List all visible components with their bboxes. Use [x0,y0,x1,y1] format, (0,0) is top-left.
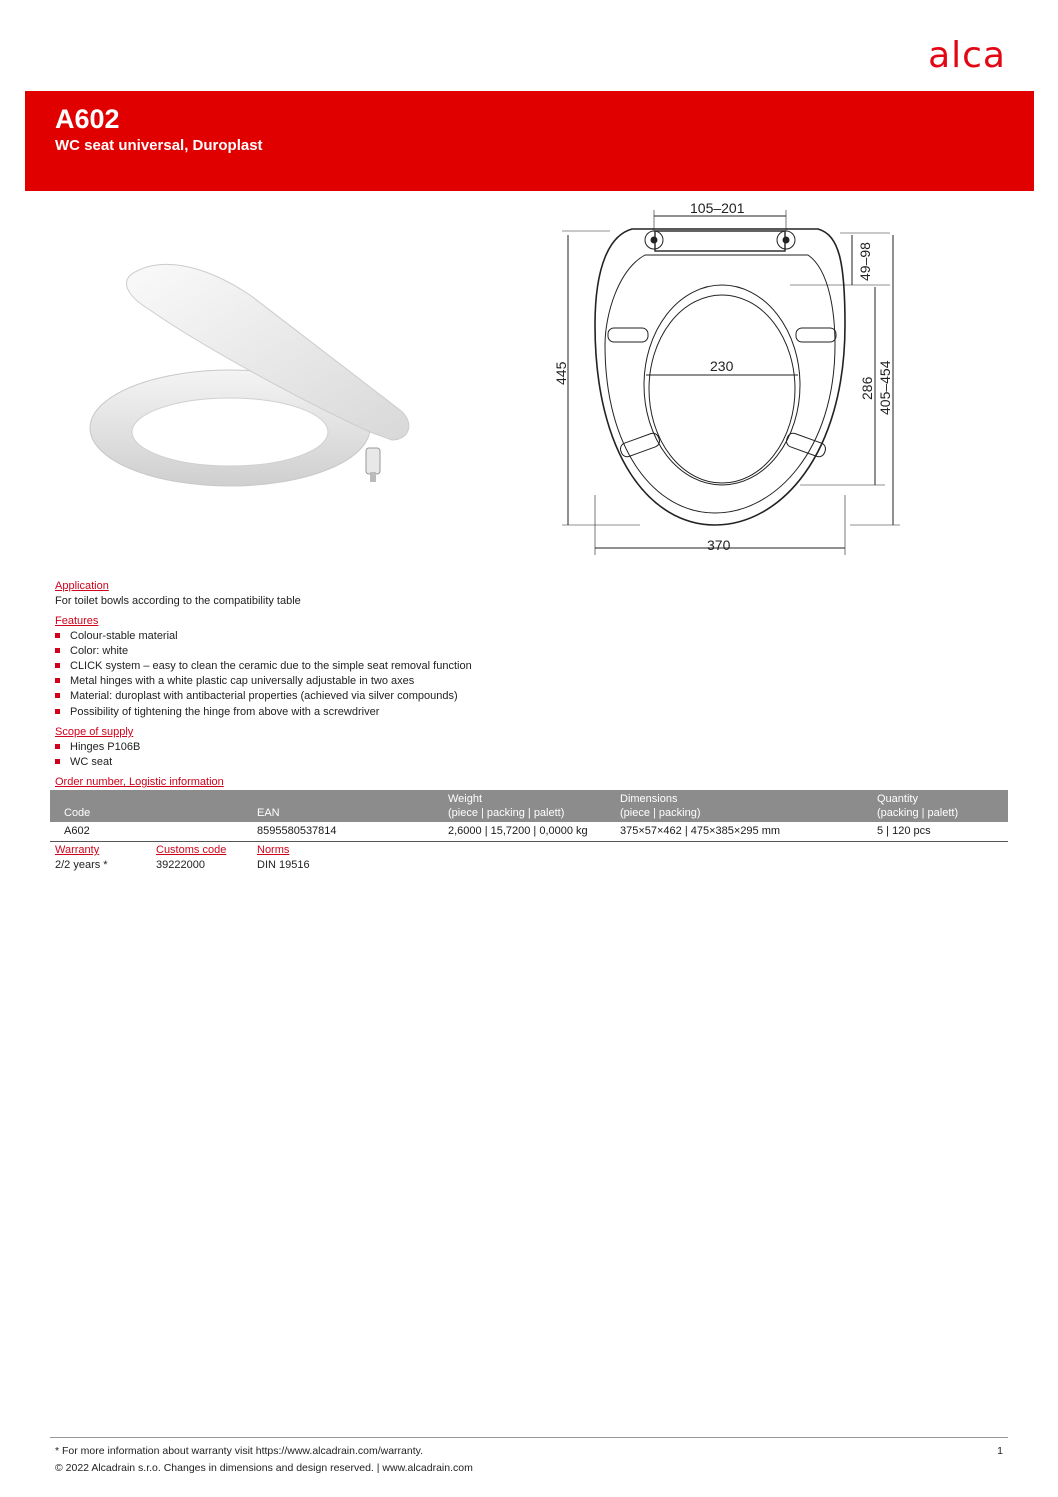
feature-item: Possibility of tightening the hinge from above with a screwdriver [55,706,379,718]
dim-fix-range: 405–454 [877,360,893,415]
customs-label: Customs code [156,844,227,856]
product-photo [80,250,420,500]
feature-item: Metal hinges with a white plastic cap universally adjustable in two axes [55,675,414,687]
customs-value: 39222000 [156,859,205,871]
supply-item: Hinges P106B [55,741,140,753]
th-code: Code [64,807,91,819]
title-banner [25,91,1034,191]
warranty-value: 2/2 years * [55,859,108,871]
cell-ean: 8595580537814 [257,825,337,837]
dim-width-total: 370 [707,537,731,553]
page-number: 1 [997,1445,1003,1457]
feature-item: CLICK system – easy to clean the ceramic due to the simple seat removal function [55,660,472,672]
dim-depth-total: 445 [553,361,569,385]
dim-opening-width: 230 [710,358,734,374]
th-quantity-sub: (packing | palett) [877,807,959,819]
th-ean: EAN [257,807,280,819]
th-dimensions-sub: (piece | packing) [620,807,701,819]
product-code: A602 [55,104,120,134]
footer-copyright: © 2022 Alcadrain s.r.o. Changes in dimensions and design reserved. | www.alcadrain.com [55,1462,473,1474]
table-row [50,823,1008,842]
footer-divider [50,1437,1008,1438]
warranty-label: Warranty [55,844,100,856]
feature-item: Material: duroplast with antibacterial properties (achieved via silver compounds) [55,690,458,702]
product-subtitle: WC seat universal, Duroplast [55,137,263,154]
alca-logo: alca [928,35,1006,76]
technical-drawing [550,195,930,560]
th-dimensions: Dimensions [620,793,678,805]
cell-code: A602 [64,825,90,837]
features-title: Features [55,615,99,627]
norms-value: DIN 19516 [257,859,310,871]
dim-opening-length: 286 [859,376,875,400]
th-weight-sub: (piece | packing | palett) [448,807,565,819]
feature-item: Colour-stable material [55,630,178,642]
feature-item: Color: white [55,645,128,657]
th-quantity: Quantity [877,793,918,805]
dim-hinge-offset: 49–98 [857,242,873,281]
cell-dimensions: 375×57×462 | 475×385×295 mm [620,825,781,837]
dim-hinge-spacing: 105–201 [690,200,745,216]
cell-quantity: 5 | 120 pcs [877,825,931,837]
application-title: Application [55,580,109,592]
order-table-header [50,790,1008,822]
order-title: Order number, Logistic information [55,776,224,788]
application-text: For toilet bowls according to the compatibility table [55,595,301,607]
footer-note: * For more information about warranty visit https://www.alcadrain.com/warranty. [55,1445,424,1457]
cell-weight: 2,6000 | 15,7200 | 0,0000 kg [448,825,588,837]
supply-title: Scope of supply [55,726,134,738]
supply-item: WC seat [55,756,112,768]
norms-label: Norms [257,844,290,856]
th-weight: Weight [448,793,483,805]
